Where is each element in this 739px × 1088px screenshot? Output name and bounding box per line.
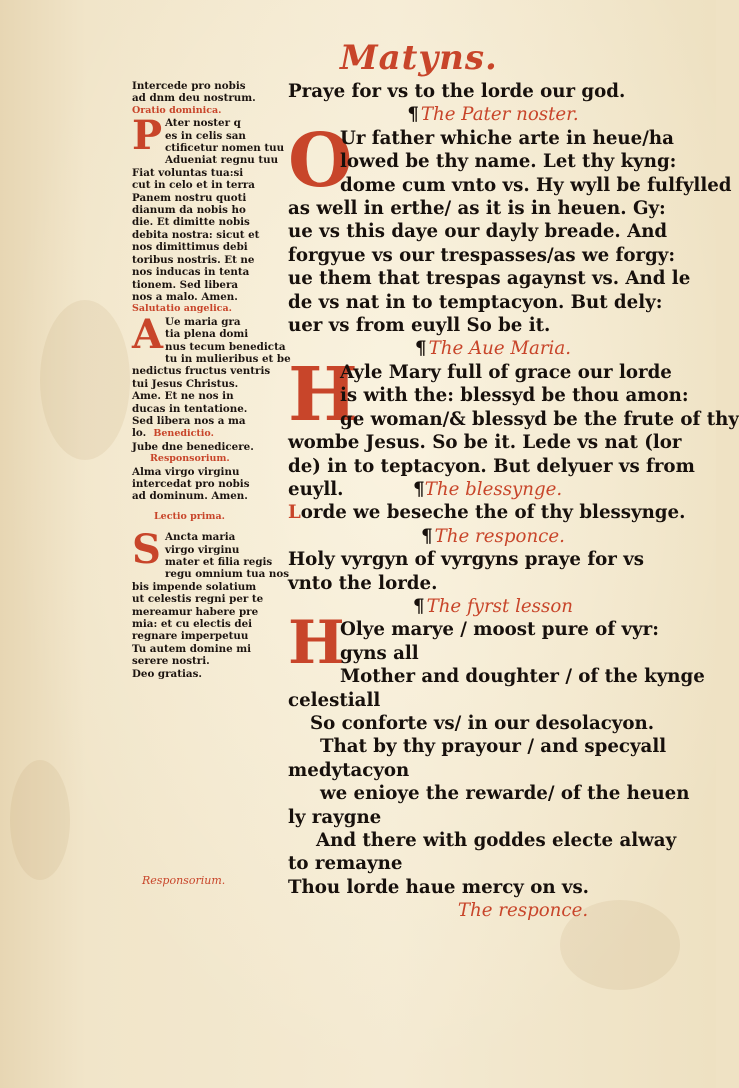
rubric-text: The fyrst lesson — [426, 595, 573, 617]
sidebar-line: ad dnm deu nostrum. — [132, 92, 256, 105]
text-line: ue vs this daye our dayly breade. And — [288, 221, 668, 243]
sidebar-line: nos inducas in tenta — [132, 266, 250, 279]
verse-line: Thou lorde haue mercy on vs. — [288, 876, 590, 898]
text-line: gyns all — [340, 642, 419, 664]
text-segment: orde we beseche the of thy blessynge. — [300, 502, 686, 524]
sidebar-line: nus tecum benedicta — [165, 340, 286, 353]
initial-letter: H — [288, 351, 358, 438]
paper-stain — [40, 300, 130, 460]
initial-letter: O — [288, 117, 353, 204]
pilcrow-icon: ¶ — [413, 478, 425, 500]
text-line: dome cum vnto vs. Hy wyll be fulfylled — [340, 174, 732, 196]
verse-line: So conforte vs/ in our desolacyon. — [310, 712, 655, 734]
sidebar-line: debita nostra: sicut et — [132, 228, 260, 241]
sidebar-line: Ame. Et ne nos in — [132, 390, 234, 403]
sidebar-line: bis impende solatium — [132, 580, 257, 593]
sidebar-caption: Lectio prima. — [154, 510, 225, 522]
verse-line: celestiall — [288, 689, 381, 711]
rubric-heading — [288, 595, 698, 618]
sidebar-line: Panem nostru quoti — [132, 191, 247, 204]
sidebar-line: nos a malo. Amen. — [132, 290, 238, 303]
sidebar-caption: Salutatio angelica. — [132, 303, 232, 315]
sidebar-line: ut celestis regni per te — [132, 593, 264, 606]
rubric-text: The blessynge. — [424, 478, 563, 500]
verse-line: That by thy prayour / and specyall — [320, 736, 667, 758]
sidebar-line: virgo virginu — [165, 543, 240, 556]
text-line — [288, 501, 698, 524]
verse-line: we enioye the rewarde/ of the heuen — [320, 783, 690, 805]
sidebar-line: Ue maria gra — [165, 315, 241, 328]
sidebar-line: dianum da nobis ho — [132, 204, 246, 217]
page-title: Matyns. — [340, 38, 498, 78]
rubric-text: The responce. — [434, 525, 565, 547]
sidebar-line: Alma virgo virginu — [132, 465, 240, 478]
initial-letter: L — [288, 502, 301, 524]
sidebar-line: Jube dne benedicere. — [132, 440, 254, 453]
sidebar-caption: Benedictio. — [153, 428, 214, 440]
rubric-text: The Pater noster. — [420, 104, 579, 126]
sidebar-line: tui Jesus Christus. — [132, 377, 239, 390]
sidebar-line: die. Et dimitte nobis — [132, 216, 250, 229]
initial-letter: S — [132, 526, 161, 574]
sidebar-line — [132, 427, 282, 440]
sidebar-line: nos dimittimus debi — [132, 241, 248, 254]
verse-line: ly raygne — [288, 806, 382, 828]
sidebar-line: intercedat pro nobis — [132, 478, 250, 490]
pilcrow-icon: ¶ — [415, 338, 427, 360]
text-line: de) in to teptacyon. But delyuer vs from — [288, 455, 695, 477]
rubric-text: The responce. — [457, 900, 589, 922]
sidebar-line: Tu autem domine mi — [132, 642, 252, 655]
sidebar-text: lo. — [132, 427, 147, 440]
text-line — [288, 478, 698, 501]
sidebar-line: mereamur habere pre — [132, 605, 259, 618]
text-segment: euyll. — [288, 478, 344, 500]
sidebar-catchword: Responsorium. — [142, 874, 226, 887]
text-line: as well in erthe/ as it is in heuen. Gy: — [288, 198, 666, 220]
sidebar-line: mater et filia regis — [165, 556, 273, 569]
sidebar-line: ctificetur nomen tuu — [165, 142, 285, 155]
sidebar-line: ad dominum. Amen. — [132, 490, 248, 503]
sidebar-line: Intercede pro nobis — [132, 80, 246, 92]
text-line: wombe Jesus. So be it. Lede vs nat (lor — [288, 432, 682, 454]
sidebar-line: Ater noster q — [165, 117, 241, 130]
sidebar-caption: Responsorium. — [150, 453, 230, 465]
rubric-heading — [288, 525, 698, 548]
pilcrow-icon: ¶ — [412, 595, 425, 617]
verse-line: Mother and doughter / of the kynge — [340, 666, 705, 688]
verse-line: to remayne — [288, 853, 403, 875]
sidebar-pater-block — [132, 112, 285, 303]
initial-letter: H — [288, 608, 345, 679]
sidebar-line: Sed libera nos a ma — [132, 414, 246, 427]
sidebar-line: ducas in tentatione. — [132, 402, 248, 415]
sidebar-line: nedictus fructus ventris — [132, 365, 271, 378]
paper-stain — [10, 760, 70, 880]
sidebar-line: Adueniat regnu tuu — [165, 154, 279, 167]
sidebar-line: mia: et cu electis dei — [132, 618, 253, 631]
text-line: vnto the lorde. — [288, 572, 438, 594]
rubric-text: The Aue Maria. — [428, 338, 571, 360]
text-line: de vs nat in to temptacyon. But dely: — [288, 291, 663, 313]
sidebar-line: Ancta maria — [165, 531, 236, 544]
sidebar-caption: Oratio dominica. — [132, 104, 222, 116]
text-line: Ur father whiche arte in heue/ha — [340, 127, 674, 149]
pater-block — [288, 117, 732, 338]
latin-sidebar — [132, 80, 291, 680]
text-line: Holy vyrgyn of vyrgyns praye for vs — [288, 549, 644, 571]
text-line: ge woman/& blessyd be the frute of thy — [340, 408, 739, 430]
sidebar-ave-block — [132, 310, 291, 441]
sidebar-line: tu in mulieribus et be — [165, 352, 291, 365]
text-line: forgyue vs our trespasses/as we forgy: — [288, 244, 676, 266]
rubric-heading — [288, 899, 698, 922]
sidebar-line: Deo gratias. — [132, 667, 202, 680]
text-line: Olye marye / moost pure of vyr: — [340, 619, 659, 641]
sidebar-line: es in celis san — [165, 129, 246, 142]
initial-letter: A — [132, 310, 164, 358]
text-line: uer vs from euyll So be it. — [288, 315, 551, 337]
text-line: ue them that trespas agaynst vs. And le — [288, 268, 691, 290]
sidebar-line: regu omnium tua nos — [165, 568, 290, 581]
initial-letter: P — [132, 112, 163, 160]
pilcrow-icon: ¶ — [421, 525, 433, 547]
text-line: lowed be thy name. Let thy kyng: — [340, 151, 677, 173]
sidebar-line: cut in celo et in terra — [132, 179, 255, 192]
verse-lines — [288, 665, 705, 899]
sidebar-line: serere nostri. — [132, 655, 210, 668]
sidebar-line: tionem. Sed libera — [132, 278, 239, 291]
sidebar-line: tia plena domi — [165, 328, 249, 341]
sidebar-line: Fiat voluntas tua:si — [132, 166, 244, 179]
main-text — [288, 80, 739, 923]
text-line: Praye for vs to the lorde our god. — [288, 81, 626, 102]
sidebar-line: toribus nostris. Et ne — [132, 253, 255, 266]
sidebar-line: regnare imperpetuu — [132, 630, 249, 643]
verse-line: medytacyon — [288, 759, 410, 781]
text-line: Ayle Mary full of grace our lorde — [340, 361, 672, 383]
verse-line: And there with goddes electe alway — [316, 830, 677, 851]
ave-block — [288, 351, 739, 478]
pilcrow-icon: ¶ — [407, 104, 419, 126]
sidebar-sancta-block — [132, 526, 290, 680]
text-line: is with the: blessyd be thou amon: — [340, 385, 689, 407]
